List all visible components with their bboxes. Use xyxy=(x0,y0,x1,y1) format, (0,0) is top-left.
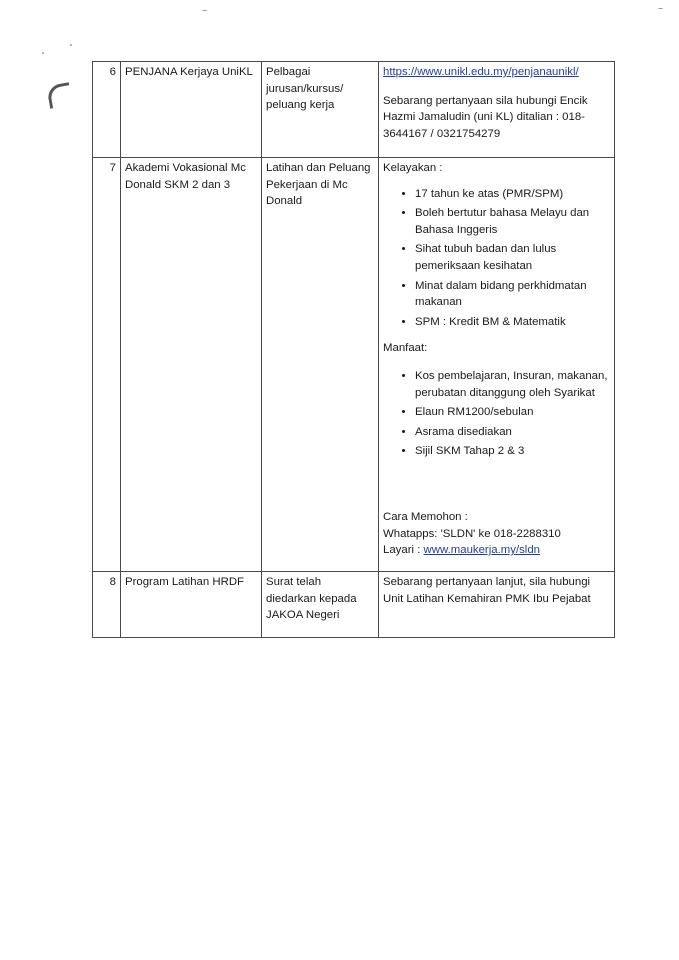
program-description: Surat telah diedarkan kepada JAKOA Negeri xyxy=(262,572,379,638)
contact-info: Sebarang pertanyaan lanjut, sila hubungi Unit Latihan Kemahiran PMK Ibu Pejabat xyxy=(379,572,615,638)
table-row xyxy=(93,62,615,158)
apply-visit xyxy=(383,542,610,559)
list-item: • Sihat tubuh badan dan lulus pemeriksaan kesihatan xyxy=(415,241,610,274)
benefits-list xyxy=(383,368,610,460)
apply-whatsapp: Whatapps: 'SLDN' ke 018-2288310 xyxy=(383,527,561,540)
scan-speck xyxy=(42,52,44,54)
scan-speck xyxy=(70,44,72,46)
program-name: Program Latihan HRDF xyxy=(121,572,262,638)
scan-arc-mark xyxy=(46,82,73,109)
list-item: • Boleh bertutur bahasa Melayu dan Bahasa Inggeris xyxy=(415,205,610,238)
list-item: • Kos pembelajaran, Insuran, makanan, perubatan ditanggung oleh Syarikat xyxy=(415,368,610,401)
row-number: 8 xyxy=(93,572,121,638)
program-details xyxy=(379,158,615,572)
contact-info: Sebarang pertanyaan sila hubungi Encik Hazmi Jamaludin (uni KL) ditalian : 018-3644167 / 0321754279 xyxy=(383,94,588,140)
table-row xyxy=(93,572,615,638)
program-description: Pelbagai jurusan/kursus/ peluang kerja xyxy=(262,62,379,158)
apply-heading: Cara Memohon : xyxy=(383,510,468,523)
unikl-link[interactable]: https://www.unikl.edu.my/penjanaunikl/ xyxy=(383,66,579,78)
list-item: • Sijil SKM Tahap 2 & 3 xyxy=(415,443,610,460)
scan-speck xyxy=(658,8,663,9)
scan-speck xyxy=(202,10,207,11)
list-item: • Minat dalam bidang perkhidmatan makanan xyxy=(415,278,610,311)
list-item: • SPM : Kredit BM & Matematik xyxy=(415,314,610,331)
qualification-heading: Kelayakan : xyxy=(383,162,443,174)
program-name: Akademi Vokasional Mc Donald SKM 2 dan 3 xyxy=(121,158,262,572)
row-number: 7 xyxy=(93,158,121,572)
maukerja-link[interactable]: www.maukerja.my/sldn xyxy=(423,544,541,557)
qualification-list xyxy=(383,186,610,331)
program-description: Latihan dan Peluang Pekerjaan di Mc Donald xyxy=(262,158,379,572)
row-number: 6 xyxy=(93,62,121,158)
program-details xyxy=(379,62,615,158)
table-row xyxy=(93,158,615,572)
benefits-heading: Manfaat: xyxy=(383,342,428,355)
program-name: PENJANA Kerjaya UniKL xyxy=(121,62,262,158)
list-item: • Elaun RM1200/sebulan xyxy=(415,404,610,421)
apply-visit-label: Layari : xyxy=(383,544,424,557)
list-item: • Asrama disediakan xyxy=(415,424,610,441)
program-table xyxy=(92,61,615,638)
list-item: • 17 tahun ke atas (PMR/SPM) xyxy=(415,186,610,203)
